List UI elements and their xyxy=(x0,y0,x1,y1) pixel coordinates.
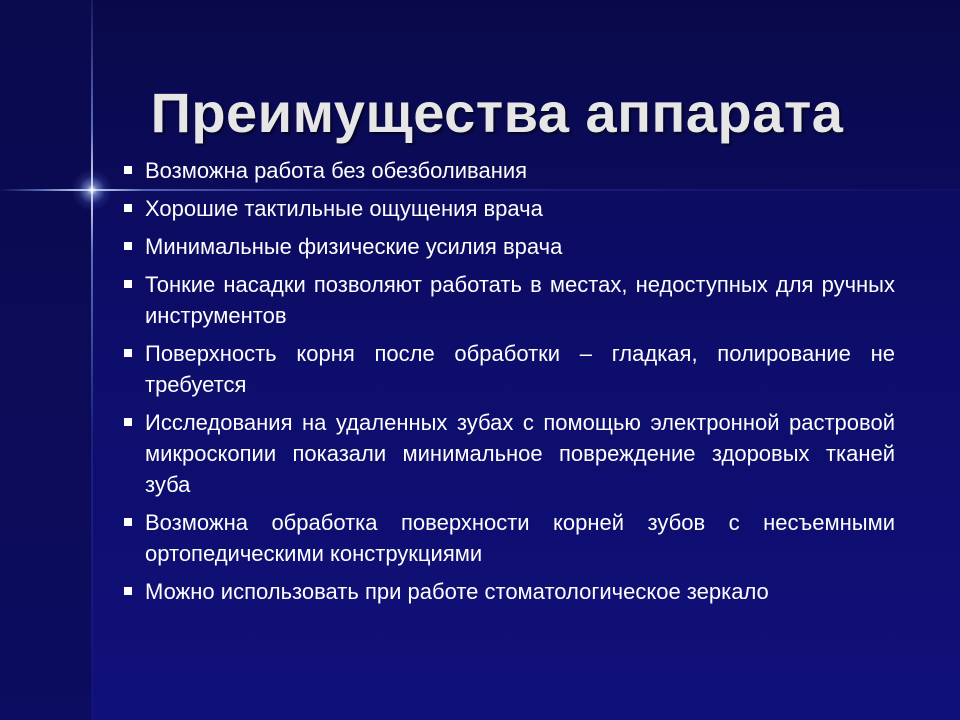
square-bullet-icon xyxy=(124,518,132,526)
slide-title: Преимущества аппарата xyxy=(150,80,844,144)
bullet-text: Минимальные физические усилия врача xyxy=(145,234,563,259)
bullet-item xyxy=(118,269,895,331)
bullet-text: Хорошие тактильные ощущения врача xyxy=(145,196,543,221)
bullet-text: Можно использовать при работе стоматологическое зеркало xyxy=(145,579,769,604)
square-bullet-icon xyxy=(124,349,132,357)
square-bullet-icon xyxy=(124,166,132,174)
left-panel xyxy=(0,0,92,720)
square-bullet-icon xyxy=(124,280,132,288)
square-bullet-icon xyxy=(124,587,132,595)
light-flare-icon xyxy=(71,169,113,211)
bullet-text: Поверхность корня после обработки – гладкая, полирование не требуется xyxy=(145,341,895,397)
bullet-item xyxy=(118,193,895,224)
bullet-text: Возможна обработка поверхности корней зубов с несъемными ортопедическими конструкциями xyxy=(145,510,895,566)
bullet-list xyxy=(118,155,895,614)
square-bullet-icon xyxy=(124,418,132,426)
square-bullet-icon xyxy=(124,242,132,250)
bullet-item xyxy=(118,338,895,400)
bullet-item xyxy=(118,407,895,500)
bullet-item xyxy=(118,231,895,262)
bullet-item xyxy=(118,507,895,569)
bullet-text: Тонкие насадки позволяют работать в местах, недоступных для ручных инструментов xyxy=(145,272,895,328)
bullet-text: Исследования на удаленных зубах с помощью электронной растровой микроскопии показали минимальное повреждение здоровых тканей зуба xyxy=(145,410,895,497)
bullet-item xyxy=(118,576,895,607)
bullet-text: Возможна работа без обезболивания xyxy=(145,158,528,183)
square-bullet-icon xyxy=(124,204,132,212)
bullet-item xyxy=(118,155,895,186)
